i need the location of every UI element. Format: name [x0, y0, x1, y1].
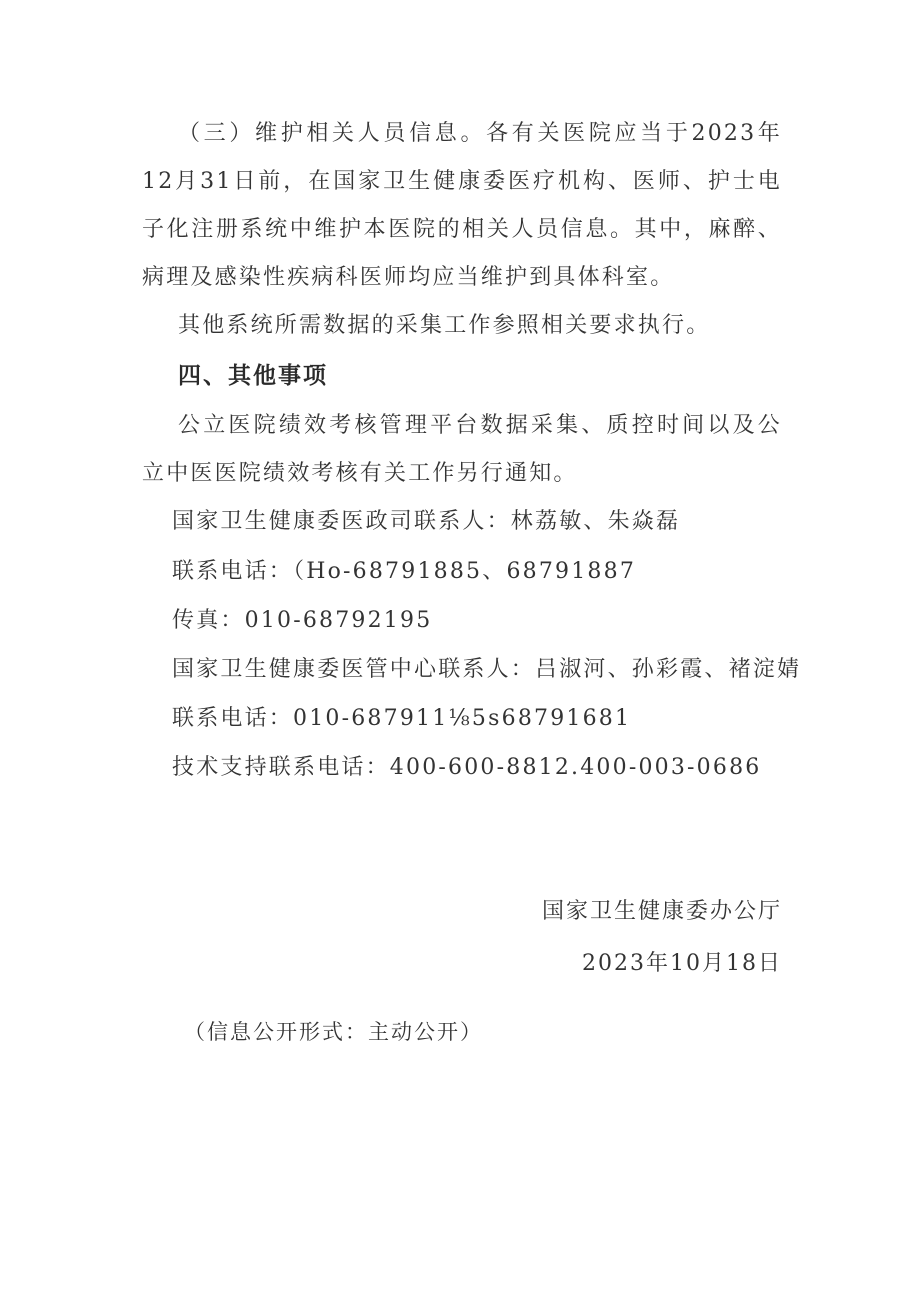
signature-org: 国家卫生健康委办公厅 [541, 899, 782, 924]
yiguan-phone: 联系电话：010-687911⅛5s68791681 [172, 706, 632, 731]
section4-paragraph: 公立医院绩效考核管理平台数据采集、质控时间以及公立中医医院绩效考核有关工作另行通知。 [142, 413, 782, 486]
disclosure-note: （信息公开形式：主动公开） [184, 1020, 483, 1044]
yizhengsi-phone: 联系电话：（Ho-68791885、68791887 [172, 559, 637, 584]
signature-date: 2023年10月18日 [582, 951, 782, 976]
other-systems-paragraph: 其他系统所需数据的采集工作参照相关要求执行。 [178, 313, 711, 338]
tech-support-phone: 技术支持联系电话：400-600-8812.400-003-0686 [172, 755, 762, 780]
yiguan-contact: 国家卫生健康委医管中心联系人：吕淑河、孙彩霞、褚淀婧 [172, 657, 802, 682]
section3-paragraph: （三）维护相关人员信息。各有关医院应当于2023年12月31日前，在国家卫生健康委医疗机构、医师、护士电子化注册系统中维护本医院的相关人员信息。其中，麻醉、病理及感染性疾病科医师均应当维护到具体科室。 [142, 121, 782, 290]
yizhengsi-contact: 国家卫生健康委医政司联系人：林荔敏、朱焱磊 [172, 509, 681, 534]
fax-number: 传真：010-68792195 [172, 608, 433, 633]
section4-heading: 四、其他事项 [178, 363, 328, 389]
